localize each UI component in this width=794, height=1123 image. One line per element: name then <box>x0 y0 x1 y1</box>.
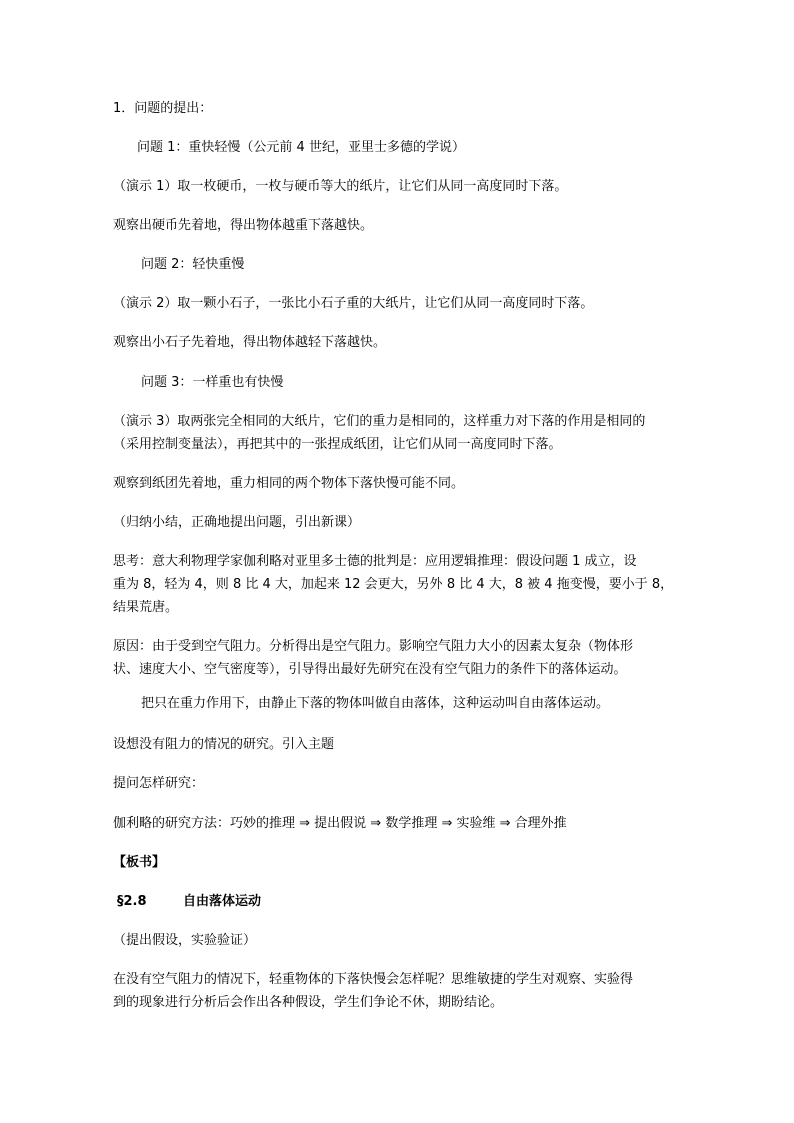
demo-3-line-1: （演示 3）取两张完全相同的大纸片，它们的重力是相同的，这样重力对下落的作用是相同的 <box>113 414 646 429</box>
demo-1-text: （演示 1）取一枚硬币，一枚与硬币等大的纸片，让它们从同一高度同时下落。 <box>113 179 568 194</box>
question-3-title: 问题 3：一样重也有快慢 <box>141 375 284 390</box>
hypothesis-text: （提出假设，实验验证） <box>113 933 257 948</box>
think-line-3: 结果荒唐。 <box>113 600 179 615</box>
summary-text: （归纳小结，正确地提出问题，引出新课） <box>113 515 361 530</box>
question-1-title: 问题 1：重快轻慢（公元前 4 世纪，亚里士多德的学说） <box>137 140 465 155</box>
observation-3-text: 观察到纸团先着地，重力相同的两个物体下落快慢可能不同。 <box>113 476 465 491</box>
section-number: §2.8 <box>117 894 147 909</box>
definition-text: 把只在重力作用下，由静止下落的物体叫做自由落体，这种运动叫自由落体运动。 <box>141 696 610 711</box>
think-line-2: 重为 8，轻为 4，则 8 比 4 大，加起来 12 会更大，另外 8 比 4 大，8 被 4 拖变慢，要小于 8， <box>113 577 674 592</box>
final-line-1: 在没有空气阻力的情况下，轻重物体的下落快慢会怎样呢？思维敏捷的学生对观察、实验得 <box>113 972 634 987</box>
ask-text: 提问怎样研究： <box>113 776 205 791</box>
section-heading <box>117 890 261 913</box>
question-2-title: 问题 2：轻快重慢 <box>141 257 245 272</box>
final-line-2: 到的现象进行分析后会作出各种假设，学生们争论不休，期盼结论。 <box>113 995 504 1010</box>
assume-text: 设想没有阻力的情况的研究。引入主题 <box>113 737 335 752</box>
demo-3-line-2: （采用控制变量法），再把其中的一张捏成纸团，让它们从同一高度同时下落。 <box>113 437 562 452</box>
method-text: 伽利略的研究方法：巧妙的推理 ⇒ 提出假说 ⇒ 数学推理 ⇒ 实验维 ⇒ 合理外推 <box>113 816 567 831</box>
section-title: 自由落体运动 <box>183 894 262 909</box>
board-label: 【板书】 <box>113 855 166 870</box>
think-line-1: 思考：意大利物理学家伽利略对亚里多士德的批判是：应用逻辑推理：假设问题 1 成立，设 <box>113 554 637 569</box>
observation-1-text: 观察出硬币先着地，得出物体越重下落越快。 <box>113 218 374 233</box>
demo-2-text: （演示 2）取一颗小石子，一张比小石子重的大纸片，让它们从同一高度同时下落。 <box>113 296 594 311</box>
reason-line-1: 原因：由于受到空气阻力。分析得出是空气阻力。影响空气阻力大小的因素太复杂（物体形 <box>113 639 634 654</box>
reason-line-2: 状、速度大小、空气密度等），引导得出最好先研究在没有空气阻力的条件下的落体运动。 <box>113 662 627 677</box>
heading-problem: 1．问题的提出： <box>113 101 213 116</box>
observation-2-text: 观察出小石子先着地，得出物体越轻下落越快。 <box>113 335 387 350</box>
